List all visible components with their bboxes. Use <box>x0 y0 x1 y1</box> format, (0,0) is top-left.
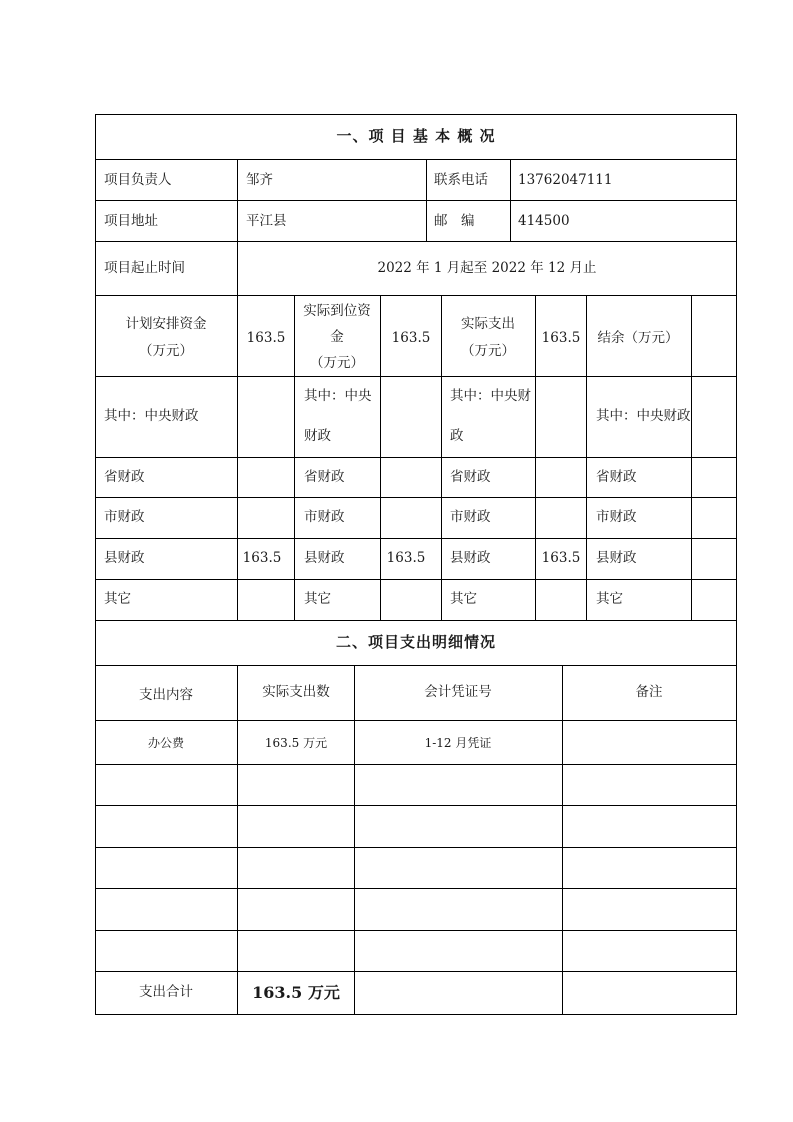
province-label-c: 省财政 <box>450 469 491 485</box>
period-value: 2022 年 1 月起至 2022 年 12 月止 <box>377 260 597 276</box>
balance-label: 结余（万元） <box>597 330 679 346</box>
total-label: 支出合计 <box>139 984 193 1000</box>
period-label: 项目起止时间 <box>104 260 185 276</box>
line-h17 <box>95 930 737 931</box>
line-h11 <box>95 665 737 666</box>
province-label-d: 省财政 <box>596 469 637 485</box>
spent-funds-label: 实际支出 <box>461 316 515 332</box>
phone-label: 联系电话 <box>434 172 488 188</box>
line-h18 <box>95 971 737 972</box>
spent-funds-value: 163.5 <box>541 330 581 346</box>
other-label-b: 其它 <box>304 591 331 607</box>
line-v-a <box>237 159 238 621</box>
line-h14 <box>95 805 737 806</box>
line-h15 <box>95 847 737 848</box>
central-label-c: 其中：中央财 <box>450 388 531 404</box>
county-spent-value: 163.5 <box>541 550 581 566</box>
line-v-f <box>441 295 442 621</box>
postcode-value: 414500 <box>518 213 570 229</box>
city-label-d: 市财政 <box>596 509 637 525</box>
line-h7 <box>95 497 737 498</box>
spent-funds-unit: （万元） <box>461 343 515 359</box>
planned-funds-value: 163.5 <box>246 330 286 346</box>
border-right <box>736 114 737 1015</box>
row1-amount: 163.5 万元 <box>264 736 328 750</box>
county-label-a: 县财政 <box>104 550 145 566</box>
other-label-c: 其它 <box>450 591 477 607</box>
border-top <box>95 114 737 115</box>
section2-title: 二、项目支出明细情况 <box>335 633 497 651</box>
total-value: 163.5 万元 <box>252 983 340 1002</box>
line-v-l <box>562 665 563 1015</box>
central-label-b-2: 财政 <box>304 428 331 444</box>
county-label-d: 县财政 <box>596 550 637 566</box>
header-voucher-no: 会计凭证号 <box>424 684 492 700</box>
planned-funds-label: 计划安排资金 <box>125 316 207 332</box>
central-label-a: 其中：中央财政 <box>104 408 199 424</box>
line-v-b <box>426 159 427 242</box>
province-label-a: 省财政 <box>104 469 145 485</box>
line-v-h <box>586 295 587 621</box>
section1-title: 一、项 目 基 本 概 况 <box>336 127 496 145</box>
line-v-c <box>510 159 511 242</box>
line-h1 <box>95 159 737 160</box>
county-planned-value: 163.5 <box>242 550 282 566</box>
border-bottom <box>95 1014 737 1015</box>
central-label-d: 其中：中央财政 <box>596 408 691 424</box>
city-label-c: 市财政 <box>450 509 491 525</box>
other-label-d: 其它 <box>596 591 623 607</box>
line-h8 <box>95 538 737 539</box>
address-label: 项目地址 <box>104 213 158 229</box>
address-value: 平江县 <box>246 213 287 229</box>
header-actual-spent: 实际支出数 <box>262 684 330 700</box>
header-expense-content: 支出内容 <box>139 687 193 703</box>
header-remarks: 备注 <box>635 684 663 700</box>
line-h16 <box>95 888 737 889</box>
leader-label: 项目负责人 <box>104 172 172 188</box>
received-funds-value: 163.5 <box>391 330 431 346</box>
line-v-i <box>691 295 692 621</box>
line-v-g <box>535 295 536 621</box>
row1-content: 办公费 <box>147 736 185 750</box>
postcode-label: 邮 编 <box>434 213 475 229</box>
county-received-value: 163.5 <box>386 550 426 566</box>
received-funds-label-2: 金 <box>330 329 344 345</box>
line-h10 <box>95 620 737 621</box>
line-h13 <box>95 764 737 765</box>
line-h2 <box>95 200 737 201</box>
line-h5 <box>95 376 737 377</box>
planned-funds-unit: （万元） <box>139 343 193 359</box>
county-label-c: 县财政 <box>450 550 491 566</box>
received-funds-unit: （万元） <box>310 355 364 371</box>
other-label-a: 其它 <box>104 591 131 607</box>
line-h9 <box>95 579 737 580</box>
county-label-b: 县财政 <box>304 550 345 566</box>
row1-voucher: 1-12 月凭证 <box>424 736 492 750</box>
central-label-c-2: 政 <box>450 428 464 444</box>
province-label-b: 省财政 <box>304 469 345 485</box>
city-label-b: 市财政 <box>304 509 345 525</box>
line-v-j <box>237 665 238 1015</box>
phone-value: 13762047111 <box>518 172 613 188</box>
border-left <box>95 114 96 1015</box>
city-label-a: 市财政 <box>104 509 145 525</box>
line-h4 <box>95 295 737 296</box>
leader-value: 邹齐 <box>246 172 273 188</box>
received-funds-label: 实际到位资 <box>303 303 371 319</box>
line-v-k <box>354 665 355 1015</box>
central-label-b: 其中：中央 <box>304 388 372 404</box>
line-h12 <box>95 720 737 721</box>
line-h6 <box>95 457 737 458</box>
line-h3 <box>95 241 737 242</box>
line-v-d <box>294 295 295 621</box>
line-v-e <box>380 295 381 621</box>
